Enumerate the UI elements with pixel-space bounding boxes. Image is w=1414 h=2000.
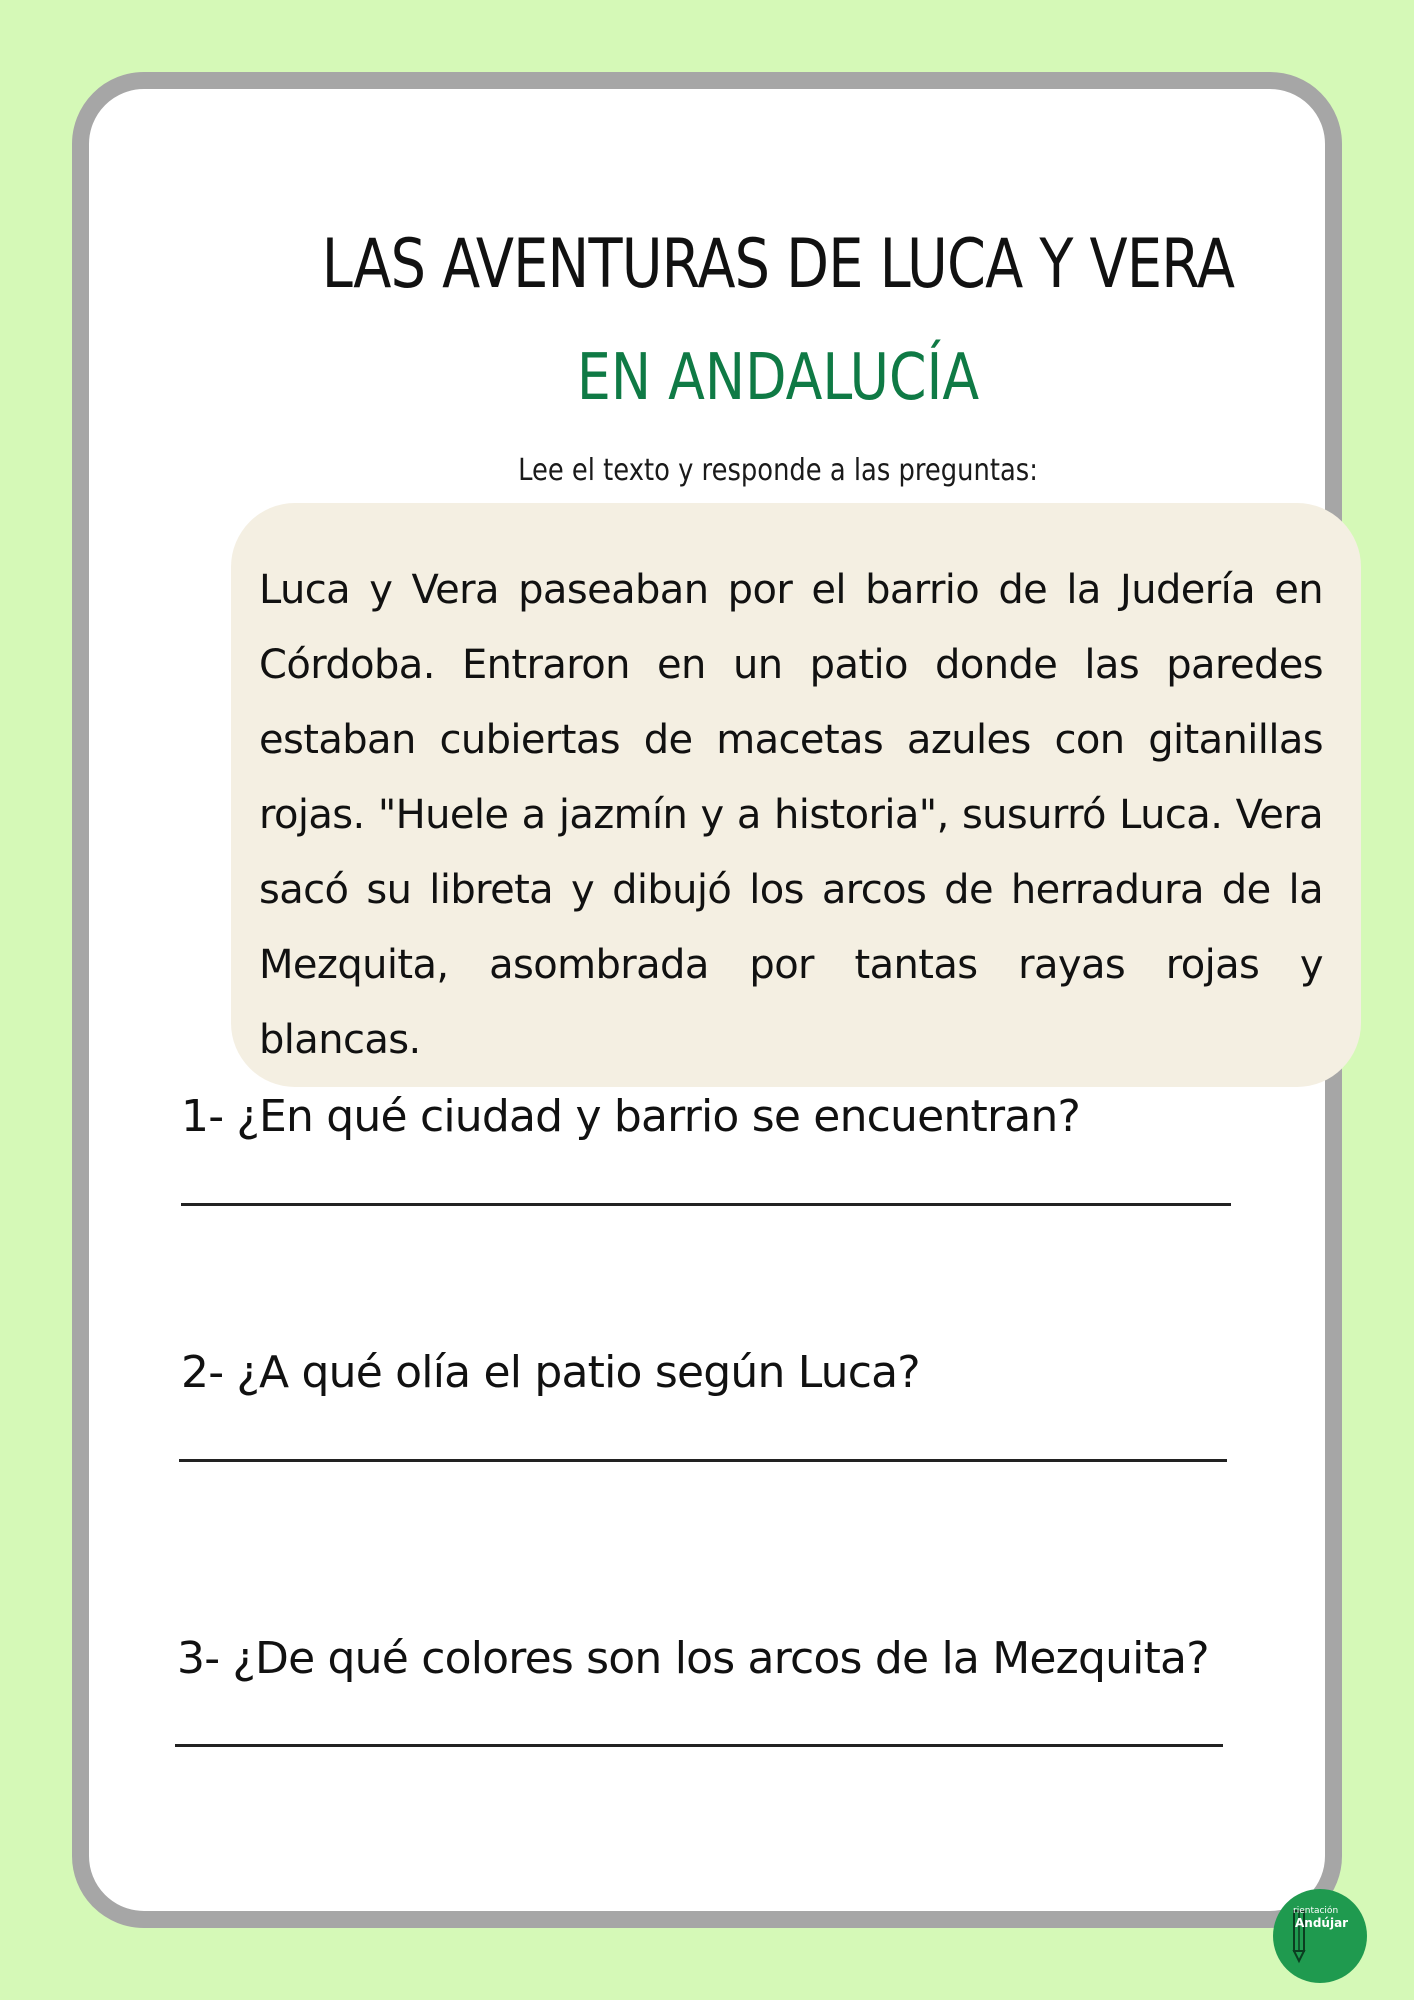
page-subtitle: EN ANDALUCÍA (576, 341, 980, 415)
answer-line-3[interactable] (175, 1744, 1223, 1747)
logo-text-line2: Andújar (1295, 1916, 1349, 1930)
question-2: 2- ¿A qué olía el patio según Luca? (181, 1347, 920, 1398)
orientacion-andujar-logo (1273, 1889, 1367, 1983)
instruction-text: Lee el texto y responde a las preguntas: (518, 453, 1038, 488)
reading-passage-box (231, 503, 1361, 1087)
answer-line-2[interactable] (179, 1459, 1227, 1462)
answer-line-1[interactable] (181, 1203, 1231, 1206)
worksheet-card (72, 72, 1349, 1930)
reading-passage-text: Luca y Vera paseaban por el barrio de la Judería en Córdoba. Entraron en un patio donde las paredes estaban cubiertas de macetas azules con gitanillas rojas. "Huele a jazmín y a historia", susurró Luca. Vera sacó su libreta y dibujó los arcos de herradura de la Mezquita, asombrada por tantas rayas rojas y blancas. (259, 567, 1323, 1063)
question-1: 1- ¿En qué ciudad y barrio se encuentran? (181, 1091, 1081, 1142)
question-3: 3- ¿De qué colores son los arcos de la Mezquita? (177, 1633, 1209, 1684)
logo-text-line1: rientación (1293, 1906, 1339, 1916)
page-title: LAS AVENTURAS DE LUCA Y VERA (321, 225, 1235, 304)
